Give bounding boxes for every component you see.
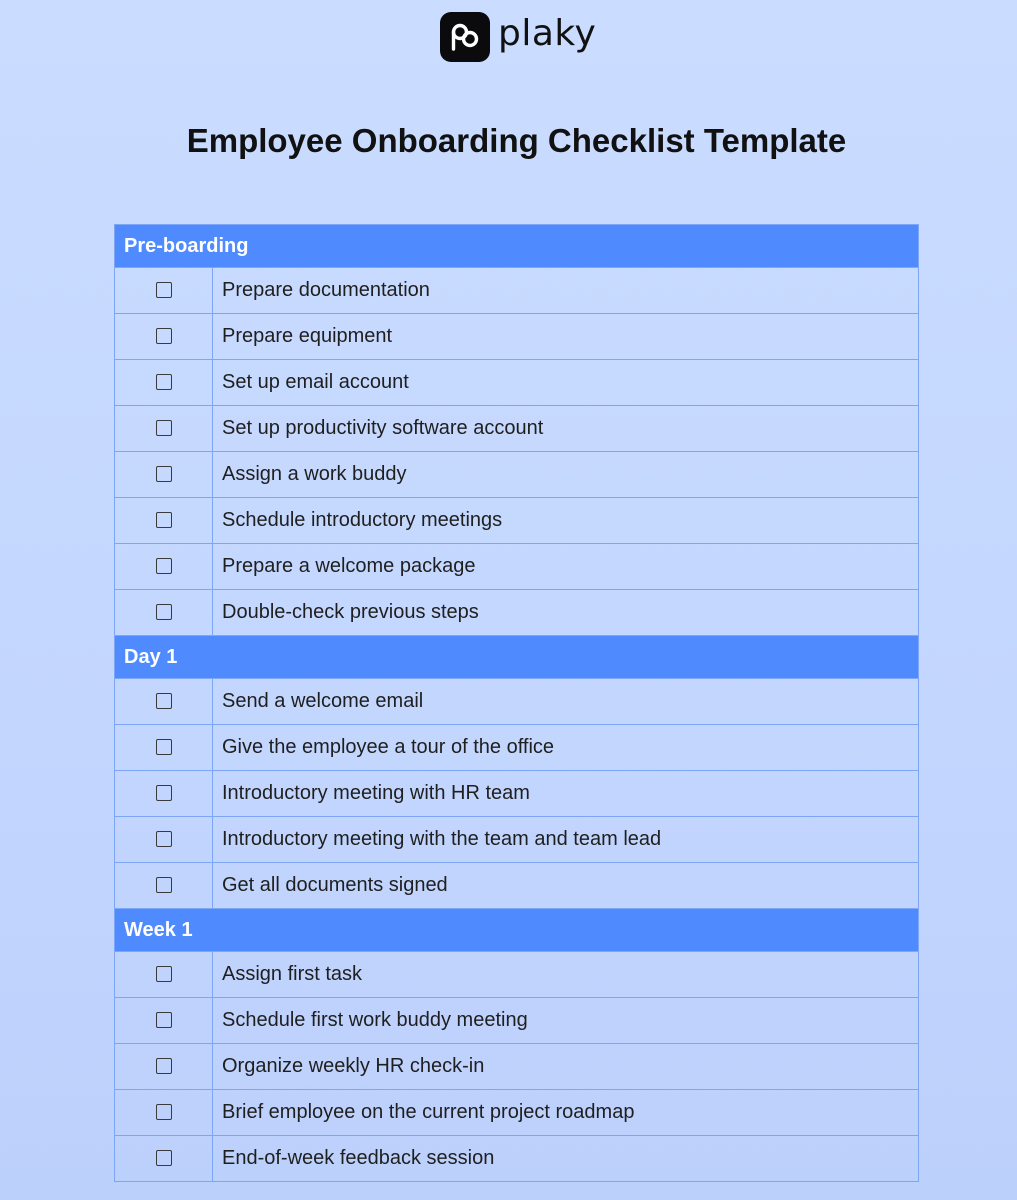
checklist-item-label: Assign first task <box>213 952 919 998</box>
brand-name: plaky <box>498 13 597 54</box>
checkbox-icon[interactable] <box>156 604 172 620</box>
checklist-item-row <box>115 498 919 544</box>
checklist-item-label: Prepare documentation <box>213 268 919 314</box>
checkbox-cell <box>115 1090 213 1136</box>
checkbox-icon[interactable] <box>156 1150 172 1166</box>
checklist-item-row <box>115 406 919 452</box>
checklist-item-label: Assign a work buddy <box>213 452 919 498</box>
section-title: Week 1 <box>115 909 919 952</box>
checklist-item-label: End-of-week feedback session <box>213 1136 919 1182</box>
checkbox-cell <box>115 679 213 725</box>
checkbox-cell <box>115 1136 213 1182</box>
checklist-item-label: Give the employee a tour of the office <box>213 725 919 771</box>
checkbox-icon[interactable] <box>156 693 172 709</box>
checklist-item-label: Send a welcome email <box>213 679 919 725</box>
checkbox-icon[interactable] <box>156 831 172 847</box>
checklist-item-row <box>115 1136 919 1182</box>
checkbox-icon[interactable] <box>156 739 172 755</box>
checkbox-icon[interactable] <box>156 1012 172 1028</box>
checkbox-cell <box>115 360 213 406</box>
checklist-item-row <box>115 863 919 909</box>
checkbox-icon[interactable] <box>156 966 172 982</box>
checkbox-cell <box>115 863 213 909</box>
checkbox-icon[interactable] <box>156 512 172 528</box>
checklist-item-label: Schedule introductory meetings <box>213 498 919 544</box>
checklist-item-row <box>115 1090 919 1136</box>
checklist-item-row <box>115 817 919 863</box>
section-header-row <box>115 909 919 952</box>
checklist-item-row <box>115 725 919 771</box>
checklist-item-row <box>115 771 919 817</box>
checkbox-cell <box>115 771 213 817</box>
checklist-item-row <box>115 544 919 590</box>
checklist-item-row <box>115 590 919 636</box>
checkbox-icon[interactable] <box>156 1104 172 1120</box>
checklist-item-label: Introductory meeting with the team and team lead <box>213 817 919 863</box>
checkbox-icon[interactable] <box>156 282 172 298</box>
checklist-item-label: Set up productivity software account <box>213 406 919 452</box>
checkbox-icon[interactable] <box>156 374 172 390</box>
checklist-item-row <box>115 679 919 725</box>
plaky-logo-icon <box>440 12 490 62</box>
checkbox-cell <box>115 268 213 314</box>
checklist-item-row <box>115 952 919 998</box>
checkbox-icon[interactable] <box>156 328 172 344</box>
checkbox-cell <box>115 452 213 498</box>
checkbox-cell <box>115 406 213 452</box>
checklist-item-label: Set up email account <box>213 360 919 406</box>
checkbox-icon[interactable] <box>156 877 172 893</box>
checklist-table <box>114 224 919 1182</box>
page-title: Employee Onboarding Checklist Template <box>186 122 847 159</box>
checklist-item-label: Brief employee on the current project roadmap <box>213 1090 919 1136</box>
checkbox-cell <box>115 817 213 863</box>
checklist-item-row <box>115 452 919 498</box>
checkbox-icon[interactable] <box>156 466 172 482</box>
checkbox-icon[interactable] <box>156 558 172 574</box>
checklist-item-label: Organize weekly HR check-in <box>213 1044 919 1090</box>
checklist-item-row <box>115 360 919 406</box>
checklist-item-row <box>115 268 919 314</box>
checkbox-icon[interactable] <box>156 1058 172 1074</box>
checklist-item-label: Prepare equipment <box>213 314 919 360</box>
checkbox-cell <box>115 314 213 360</box>
checkbox-cell <box>115 952 213 998</box>
checklist-item-label: Introductory meeting with HR team <box>213 771 919 817</box>
checklist-item-label: Prepare a welcome package <box>213 544 919 590</box>
checkbox-cell <box>115 998 213 1044</box>
section-title: Pre-boarding <box>115 225 919 268</box>
section-header-row <box>115 636 919 679</box>
checklist-item-row <box>115 314 919 360</box>
section-header-row <box>115 225 919 268</box>
brand-logo <box>440 12 596 62</box>
section-title: Day 1 <box>115 636 919 679</box>
checkbox-icon[interactable] <box>156 785 172 801</box>
checkbox-cell <box>115 498 213 544</box>
checkbox-cell <box>115 725 213 771</box>
checklist-item-row <box>115 998 919 1044</box>
checklist-item-label: Double-check previous steps <box>213 590 919 636</box>
checkbox-cell <box>115 1044 213 1090</box>
checklist-item-label: Schedule first work buddy meeting <box>213 998 919 1044</box>
checklist-item-row <box>115 1044 919 1090</box>
checkbox-icon[interactable] <box>156 420 172 436</box>
checkbox-cell <box>115 544 213 590</box>
checkbox-cell <box>115 590 213 636</box>
checklist-item-label: Get all documents signed <box>213 863 919 909</box>
